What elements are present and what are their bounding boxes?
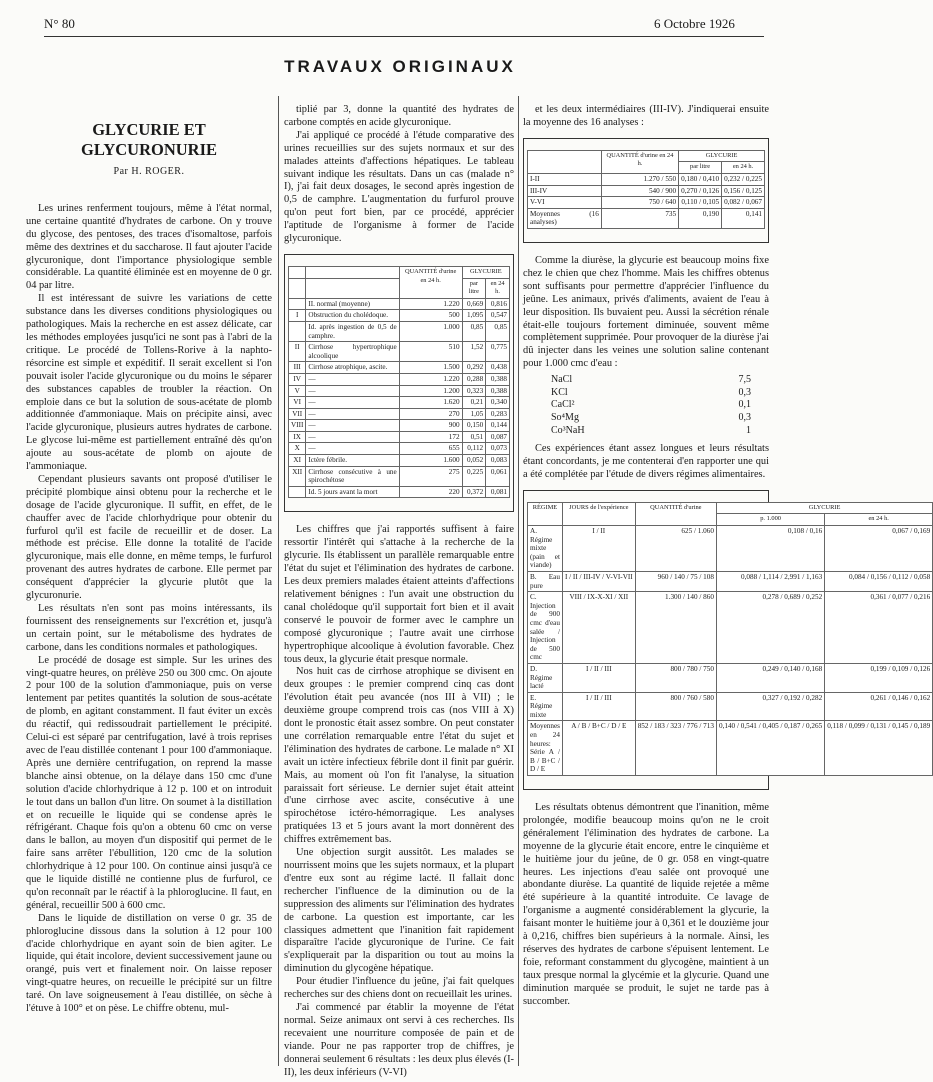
- animal-group-cell: Moyennes (16 analyses): [528, 208, 602, 228]
- column-3-conclusion: [523, 802, 769, 1009]
- salt-amount: 7,5: [738, 374, 751, 386]
- paragraph: Nos huit cas de cirrhose atrophique se divisent en deux groupes : le premier comprend cinq cas dont l'évolution était peu avancée (nos III à VII) ; le deuxième groupe comprend trois cas (nos VIII à X) dont le pronostic était assez sombre. On peut constater une corrélation remarquable entre l'état du sujet et l'élimination des hydrates de carbone. Le malade n° XI avait un ictère infectieux fébrile dont il finit par guérir. Mais, au moment où l'on fit l'analyse, la situation paraissait fort sérieuse. Le dernier sujet était atteint d'une cirrhose avec ascite, consécutive à une spirochétose ictéro-hémorragique. Les analyses pratiquées 13 et 5 jours avant la mort donnèrent des chiffres extrêmement bas.: [284, 666, 514, 846]
- saline-solution-list: [551, 374, 769, 437]
- salt-name: NaCl: [551, 374, 573, 386]
- glycurie-per-1000-cell: 0,278 / 0,689 / 0,252: [716, 592, 824, 664]
- case-number: V: [289, 385, 306, 397]
- column-divider: [278, 96, 279, 1066]
- urine-quantity-cell: 625 / 1.060: [635, 526, 716, 572]
- case-number: [289, 321, 306, 341]
- glycurie-per-litre-cell: 1,095: [462, 310, 486, 322]
- urine-quantity-cell: 800 / 760 / 580: [635, 692, 716, 721]
- table-row: [289, 321, 510, 341]
- glycurie-24h-cell: 0,156 / 0,125: [722, 185, 765, 197]
- glycurie-per-litre-cell: 0,180 / 0,410: [679, 174, 722, 186]
- animal-group-cell: III-IV: [528, 185, 602, 197]
- table-row: [528, 721, 933, 776]
- column-1: [26, 104, 272, 1016]
- salt-amount: 0,1: [738, 399, 751, 411]
- regime-cell: A. Régime mixte (pain et viande): [528, 526, 563, 572]
- urine-quantity-cell: 1.600: [399, 455, 462, 467]
- paragraph: J'ai appliqué ce procédé à l'étude comparative des urines recueillies sur des sujets normaux et sur des malades atteints d'affections hépatiques. Le tableau suivant indique les résultats. Dans un cas (malade n° I), j'ai fait deux dosages, le second après ingestion de 0,5 de camphre. L'augmentation du furfurol prouve qu'on peut fort bien, par ce procédé, apprécier l'aptitude de l'organisme à former de l'acide glycuronique.: [284, 129, 514, 245]
- table-row: [528, 185, 765, 197]
- glycurie-24h-cell: 0,232 / 0,225: [722, 174, 765, 186]
- salt-name: So⁴Mg: [551, 411, 579, 423]
- experiment-day-cell: I / II / III-IV / V-VI-VII: [562, 571, 635, 591]
- table-row: [289, 443, 510, 455]
- glycurie-per-litre-cell: 0,323: [462, 385, 486, 397]
- salt-row: [551, 399, 751, 412]
- case-number: I: [289, 310, 306, 322]
- table-row: [528, 526, 933, 572]
- urine-quantity-cell: 270: [399, 408, 462, 420]
- paragraph: Les résultats obtenus démontrent que l'inanition, même prolongée, modifie beaucoup moins qu'on ne le croit généralement l'élimination des hydrates de carbone. La moyenne de la glycurie était encore, entre le cinquième et le huitième jour du jeûne, de 0 gr. 058 en vingt-quatre heures. Les injections d'eau salée ont provoqué une abondante diurèse. La quantité de liquide rejetée a même été supérieure à la quantité introduite. Ce lavage de l'organisme a augmenté considérablement la glycurie, la faisant monter le huitième jour à 0,361 et le douzième jour à 0,216, chiffres bien supérieurs à la normale. Ainsi, les réserves des hydrates de carbone s'épuisent lentement. Le foie, reformant constamment du glycogène, maintient à un taux presque normal la glycémie et la glycurie. Quand une diminution marquée se produit, le sujet ne tarde pas à succomber.: [523, 802, 769, 1007]
- paragraph: Ces expériences étant assez longues et leurs résultats étant concordants, je me contenterai d'en rapporter une qui a été complétée par l'étude de divers régimes alimentaires.: [523, 443, 769, 480]
- article-byline: Par H. ROGER.: [113, 166, 185, 177]
- column-3-intro: [523, 104, 769, 130]
- table-1-header: [289, 266, 306, 278]
- diagnosis-cell: —: [306, 397, 399, 409]
- table-2-header: en 24 h.: [722, 162, 765, 174]
- urine-quantity-cell: 900: [399, 420, 462, 432]
- glycurie-24h-cell: 0,084 / 0,156 / 0,112 / 0,058: [825, 571, 933, 591]
- paragraph: Pour étudier l'influence du jeûne, j'ai fait quelques recherches sur des chiens dont on recueillait les urines.: [284, 976, 514, 1001]
- table-row: [528, 663, 933, 692]
- diagnosis-cell: —: [306, 420, 399, 432]
- glycurie-per-litre-cell: 0,288: [462, 373, 486, 385]
- diagnosis-cell: II. normal (moyenne): [306, 298, 399, 310]
- table-row: [289, 310, 510, 322]
- urine-quantity-cell: 960 / 140 / 75 / 108: [635, 571, 716, 591]
- paragraph: Dans le liquide de distillation on verse 0 gr. 35 de phloroglucine dissous dans la solution à 12 pour 100 d'acide chlorhydrique en ayant soin de bien agiter. Le liquide, qui était incolore, devient successivement jaune ou orangé, puis vert et finalement noir. On laisse reposer vingt-quatre heures, on recueille le précipité sur un filtre taré. On lave soigneusement à l'eau distillée, on sèche à l'étuve à 100° et on pèse. Le chiffre obtenu, mul-: [26, 912, 272, 1015]
- table-row: [289, 342, 510, 362]
- glycurie-per-litre-cell: 0,270 / 0,126: [679, 185, 722, 197]
- table-1-frame: [284, 254, 514, 512]
- table-row: [289, 298, 510, 310]
- glycurie-per-litre-cell: 0,21: [462, 397, 486, 409]
- salt-amount: 0,3: [738, 386, 751, 398]
- glycurie-per-1000-cell: 0,249 / 0,140 / 0,168: [716, 663, 824, 692]
- glycurie-24h-cell: 0,082 / 0,067: [722, 197, 765, 209]
- column-1-body: [26, 203, 272, 1016]
- glycurie-24h-cell: 0,361 / 0,077 / 0,216: [825, 592, 933, 664]
- regime-cell: D. Régime lacté: [528, 663, 563, 692]
- salt-row: [551, 412, 751, 425]
- column-3-body: [523, 443, 769, 482]
- table-row: [528, 208, 765, 228]
- urine-quantity-cell: 540 / 900: [601, 185, 678, 197]
- diagnosis-cell: Obstruction du cholédoque.: [306, 310, 399, 322]
- diagnosis-cell: Cirrhose hypertrophique alcoolique: [306, 342, 399, 362]
- paragraph: Les urines renferment toujours, même à l'état normal, une certaine quantité d'hydrates de carbone. On y trouve du glycose, des pentoses, des traces d'isomaltose, parfois même des dextrines et du saccharose. Il faut ajouter l'acide glycuronique, dont l'importance physiologique semble considérable. La quantité éliminée est en moyenne de 0 gr. 04 par litre.: [26, 202, 272, 292]
- glycurie-per-1000-cell: 0,327 / 0,192 / 0,282: [716, 692, 824, 721]
- table-row: [528, 571, 933, 591]
- urine-quantity-cell: 1.620: [399, 397, 462, 409]
- glycurie-per-litre-cell: 0,85: [462, 321, 486, 341]
- diagnosis-cell: —: [306, 443, 399, 455]
- case-number: [289, 298, 306, 310]
- glycurie-per-litre-cell: 0,225: [462, 466, 486, 486]
- column-3: [523, 104, 931, 1009]
- table-row: [289, 486, 510, 498]
- table-3-header: GLYCURIE: [716, 502, 932, 514]
- article-title: GLYCURIE ET GLYCURONURIE: [81, 120, 217, 159]
- glycurie-24h-cell: 0,283: [486, 408, 510, 420]
- table-2-header: QUANTITÉ d'urine en 24 h.: [601, 150, 678, 173]
- case-number: VII: [289, 408, 306, 420]
- animal-group-cell: V-VI: [528, 197, 602, 209]
- urine-quantity-cell: 750 / 640: [601, 197, 678, 209]
- table-fasting-experiment: [527, 502, 933, 776]
- experiment-day-cell: I / II / III: [562, 663, 635, 692]
- glycurie-per-litre-cell: 0,669: [462, 298, 486, 310]
- urine-quantity-cell: 1.200: [399, 385, 462, 397]
- issue-date: 6 Octobre 1926: [654, 16, 735, 31]
- glycurie-24h-cell: 0,85: [486, 321, 510, 341]
- table-3-frame: [523, 490, 931, 790]
- column-2: [284, 104, 514, 1079]
- section-title: TRAVAUX ORIGINAUX: [284, 57, 516, 76]
- table-3-header: QUANTITÉ d'urine: [635, 502, 716, 525]
- table-row: [289, 385, 510, 397]
- table-row: [289, 420, 510, 432]
- case-number: XII: [289, 466, 306, 486]
- regime-cell: C. Injection de 900 cmc d'eau salée / Injection de 500 cmc: [528, 592, 563, 664]
- glycurie-per-litre-cell: 0,052: [462, 455, 486, 467]
- diagnosis-cell: —: [306, 385, 399, 397]
- glycurie-per-1000-cell: 0,088 / 1,114 / 2,991 / 1,163: [716, 571, 824, 591]
- paragraph: Il est intéressant de suivre les variations de cette substance dans les diverses conditions physiologiques ou pathologiques. Mais la recherche en est assez délicate, car les méthodes employées jusqu'ici ne sont pas à l'abri de la critique. Le procédé de Tollens-Rorive à la naphto-résorcine est simple et expéditif. Il serait excellent si l'on pouvait isoler l'acide glycuronique ou du moins le séparer des substances capables de troubler la réaction. On emploie dans ce but la solution de sous-acétate de plomb additionnée d'ammoniaque. Mais on précipite ainsi, avec l'acide glycuronique, plusieurs autres hydrates de carbone. Le glycose lui-même est partiellement entraîné dès qu'on ajoute au sous-acétate de plomb on ajoute de l'ammoniaque.: [26, 293, 272, 473]
- case-number: III: [289, 362, 306, 374]
- table-3-header: p. 1.000: [716, 514, 824, 526]
- column-2-body: [284, 524, 514, 1079]
- table-1-header: par litre: [462, 278, 486, 298]
- urine-quantity-cell: 500: [399, 310, 462, 322]
- table-normal-dogs: [527, 150, 765, 229]
- table-2-frame: [523, 138, 769, 243]
- table-3-header: RÉGIME: [528, 502, 563, 525]
- glycurie-per-litre-cell: 0,150: [462, 420, 486, 432]
- glycurie-24h-cell: 0,081: [486, 486, 510, 498]
- table-1-header: QUANTITÉ d'urine en 24 h.: [399, 266, 462, 298]
- diagnosis-cell: Id. 5 jours avant la mort: [306, 486, 399, 498]
- case-number: VI: [289, 397, 306, 409]
- glycurie-24h-cell: 0,083: [486, 455, 510, 467]
- paragraph: Une objection surgit aussitôt. Les malades se nourrissent moins que les sujets normaux, et la plupart d'entre eux sont au régime lacté. Il fallait donc rechercher l'influence de la diminution ou de la suppression des aliments sur l'élimination des hydrates de carbone. La question est importante, car les classiques admettent que l'inanition fait rapidement disparaître l'acide glycuronique de l'urine. Ce fait s'expliquerait par la disparition ou tout au moins la diminution du glycogène hépatique.: [284, 847, 514, 975]
- paragraph: Le procédé de dosage est simple. Sur les urines des vingt-quatre heures, on prélève 250 ou 300 cmc. On ajoute 2 pour 100 de la solution d'ammoniaque, puis on verse lentement par petites quantités la solution de sous-acétate de plomb, en agitant constamment. Il faut éviter un excès du réactif, qui redissoudrait partiellement le précipité. Celui-ci est séparé par centrifugation, lavé à trois reprises avec de l'eau distillée contenant 1 pour 100 d'ammoniaque. Après une dernière centrifugation, on reprend la masse blanche ainsi obtenue, on la délaye dans 150 cmc d'une solution d'acide chlorhydrique à 12 p. 100 et on introduit le tout dans un ballon d'un litre. On soumet à la distillation et on recueille le liquide qui se condense après le réfrigérant. Chaque fois qu'on a obtenu 60 cmc on verse dans le ballon, au moyen d'un dispositif qui permet de le faire sans arrêter l'ébullition, 120 cmc de la solution chlorhydrique à 12 pour 100. On continue ainsi jusqu'à ce que le liquide distillé ne contienne plus de furfurol, ce qu'on reconnaît par le réactif à la phloroglucine. Il faut, en général, recueillir 500 à 600 cmc.: [26, 654, 272, 911]
- case-number: IX: [289, 431, 306, 443]
- table-3-header: en 24 h.: [825, 514, 933, 526]
- urine-quantity-cell: 1.300 / 140 / 860: [635, 592, 716, 664]
- paragraph: et les deux intermédiaires (III-IV). J'indiquerai ensuite la moyenne des 16 analyses :: [523, 104, 769, 128]
- glycurie-24h-cell: 0,141: [722, 208, 765, 228]
- glycurie-per-litre-cell: 0,372: [462, 486, 486, 498]
- table-row: [289, 466, 510, 486]
- urine-quantity-cell: 655: [399, 443, 462, 455]
- column-3-body: [523, 255, 769, 371]
- table-row: [528, 592, 933, 664]
- salt-name: Co³NaH: [551, 424, 585, 436]
- urine-quantity-cell: 1.500: [399, 362, 462, 374]
- paragraph: Cependant plusieurs savants ont proposé d'utiliser le précipité plombique ainsi obtenu pour la recherche et le dosage de l'acide glycuronique. Il suffit, en effet, de le chauffer avec de l'acide chlorhydrique pour obtenir du furfurol qu'il est facile de recueillir et de doser. La méthode est précise. Elle donne la totalité de l'acide glycuronique, mais elle donne, en même temps, le furfurol provenant des autres hydrates de carbone. Elle permet par conséquent d'apprécier la glycurie plutôt que la glycuronurie.: [26, 473, 272, 602]
- table-liver-patients: [288, 266, 510, 498]
- diagnosis-cell: Cirrhose atrophique, ascite.: [306, 362, 399, 374]
- table-2-header: par litre: [679, 162, 722, 174]
- urine-quantity-cell: 1.000: [399, 321, 462, 341]
- glycurie-per-litre-cell: 1,05: [462, 408, 486, 420]
- column-2-intro: [284, 104, 514, 246]
- diagnosis-cell: Ictère fébrile.: [306, 455, 399, 467]
- table-row: [289, 455, 510, 467]
- table-2-header: GLYCURIE: [679, 150, 765, 162]
- glycurie-24h-cell: 0,547: [486, 310, 510, 322]
- table-1-header: en 24 h.: [486, 278, 510, 298]
- column-divider: [518, 96, 519, 1066]
- salt-name: CaCl²: [551, 399, 575, 411]
- urine-quantity-cell: 275: [399, 466, 462, 486]
- urine-quantity-cell: 852 / 183 / 323 / 776 / 713: [635, 721, 716, 776]
- case-number: [289, 486, 306, 498]
- regime-cell: Moyennes en 24 heures: Série A / B / B+C / D / E: [528, 721, 563, 776]
- glycurie-per-litre-cell: 0,190: [679, 208, 722, 228]
- case-number: XI: [289, 455, 306, 467]
- glycurie-per-litre-cell: 1,52: [462, 342, 486, 362]
- glycurie-per-litre-cell: 0,110 / 0,105: [679, 197, 722, 209]
- glycurie-24h-cell: 0,087: [486, 431, 510, 443]
- case-number: II: [289, 342, 306, 362]
- table-1-header: [306, 266, 399, 278]
- table-3-header: JOURS de l'expérience: [562, 502, 635, 525]
- table-row: [528, 692, 933, 721]
- glycurie-24h-cell: 0,775: [486, 342, 510, 362]
- glycurie-24h-cell: 0,073: [486, 443, 510, 455]
- table-row: [289, 408, 510, 420]
- table-row: [528, 174, 765, 186]
- case-number: VIII: [289, 420, 306, 432]
- urine-quantity-cell: 172: [399, 431, 462, 443]
- urine-quantity-cell: 1.220: [399, 373, 462, 385]
- glycurie-24h-cell: 0,067 / 0,169: [825, 526, 933, 572]
- glycurie-24h-cell: 0,199 / 0,109 / 0,126: [825, 663, 933, 692]
- glycurie-24h-cell: 0,118 / 0,099 / 0,131 / 0,145 / 0,189: [825, 721, 933, 776]
- experiment-day-cell: I / II / III: [562, 692, 635, 721]
- glycurie-24h-cell: 0,438: [486, 362, 510, 374]
- table-row: [289, 431, 510, 443]
- page-number: N° 80: [44, 16, 75, 31]
- table-1-header: GLYCURIE: [462, 266, 509, 278]
- glycurie-24h-cell: 0,816: [486, 298, 510, 310]
- glycurie-24h-cell: 0,340: [486, 397, 510, 409]
- diagnosis-cell: Id. après ingestion de 0,5 de camphre.: [306, 321, 399, 341]
- urine-quantity-cell: 1.270 / 550: [601, 174, 678, 186]
- table-row: [289, 373, 510, 385]
- urine-quantity-cell: 220: [399, 486, 462, 498]
- glycurie-24h-cell: 0,388: [486, 373, 510, 385]
- header-rule: [44, 36, 764, 37]
- regime-cell: B. Eau pure: [528, 571, 563, 591]
- paragraph: tiplié par 3, donne la quantité des hydrates de carbone comptés en acide glycuronique.: [284, 104, 514, 128]
- diagnosis-cell: —: [306, 431, 399, 443]
- paragraph: Les résultats n'en sont pas moins intéressants, ils fournissent des renseignements sur l'excrétion et, jusqu'à un certain point, sur le métabolisme des hydrates de carbone, dans les conditions normales et pathologiques.: [26, 603, 272, 653]
- glycurie-per-1000-cell: 0,140 / 0,541 / 0,405 / 0,187 / 0,265: [716, 721, 824, 776]
- salt-name: KCl: [551, 386, 568, 398]
- experiment-day-cell: I / II: [562, 526, 635, 572]
- table-row: [528, 197, 765, 209]
- glycurie-24h-cell: 0,061: [486, 466, 510, 486]
- experiment-day-cell: VIII / IX-X-XI / XII: [562, 592, 635, 664]
- urine-quantity-cell: 800 / 780 / 750: [635, 663, 716, 692]
- table-row: [289, 397, 510, 409]
- salt-row: [551, 387, 751, 400]
- salt-amount: 0,3: [738, 411, 751, 423]
- table-2-header: [528, 150, 602, 173]
- glycurie-24h-cell: 0,144: [486, 420, 510, 432]
- diagnosis-cell: —: [306, 373, 399, 385]
- salt-amount: 1: [746, 424, 751, 436]
- table-row: [289, 362, 510, 374]
- diagnosis-cell: Cirrhose consécutive à une spirochétose: [306, 466, 399, 486]
- case-number: X: [289, 443, 306, 455]
- glycurie-24h-cell: 0,261 / 0,146 / 0,162: [825, 692, 933, 721]
- regime-cell: E. Régime mixte: [528, 692, 563, 721]
- paragraph: Les chiffres que j'ai rapportés suffisent à faire ressortir l'intérêt qui s'attache à la recherche de la glycurie. Ils établissent un parallèle remarquable entre l'état du sujet et l'élimination des hydrates de carbone. Les deux premiers malades étaient atteints d'affections relativement bénignes : l'un avait une obstruction du canal cholédoque qu'il supportait fort bien et il avait conservé le pouvoir de former avec le camphre un composé glycuronique ; l'autre avait une cirrhose hypertrophique alcoolique à évolution favorable. Chez tous deux, la glycurie était presque normale.: [284, 524, 514, 665]
- salt-row: [551, 425, 751, 438]
- salt-row: [551, 374, 751, 387]
- experiment-day-cell: A / B / B+C / D / E: [562, 721, 635, 776]
- urine-quantity-cell: 510: [399, 342, 462, 362]
- glycurie-24h-cell: 0,388: [486, 385, 510, 397]
- diagnosis-cell: —: [306, 408, 399, 420]
- animal-group-cell: I-II: [528, 174, 602, 186]
- urine-quantity-cell: 1.220: [399, 298, 462, 310]
- glycurie-per-1000-cell: 0,108 / 0,16: [716, 526, 824, 572]
- paragraph: Comme la diurèse, la glycurie est beaucoup moins fixe chez le chien que chez l'homme. Mais les chiffres obtenus sont suffisants pour permettre d'apprécier l'influence du jeûne. Les animaux, privés d'aliments, avaient de l'eau à leur disposition. Ils buvaient peu. Aussi la sécrétion rénale était-elle toujours fortement diminuée, souvent même complètement supprimée. Pour provoquer de la diurèse j'ai dû injecter dans les veines une solution saline contenant pour 1.000 cmc d'eau :: [523, 254, 769, 370]
- urine-quantity-cell: 735: [601, 208, 678, 228]
- case-number: IV: [289, 373, 306, 385]
- glycurie-per-litre-cell: 0,51: [462, 431, 486, 443]
- glycurie-per-litre-cell: 0,292: [462, 362, 486, 374]
- glycurie-per-litre-cell: 0,112: [462, 443, 486, 455]
- paragraph: J'ai commencé par établir la moyenne de l'état normal. Seize animaux ont servi à ces recherches. Ils recevaient une nourriture composée de pain et de viande. Pour ne pas rapporter trop de chiffres, je donnerai seulement 6 résultats : les deux plus élevés (I-II), les deux inférieurs (V-VI): [284, 1001, 514, 1078]
